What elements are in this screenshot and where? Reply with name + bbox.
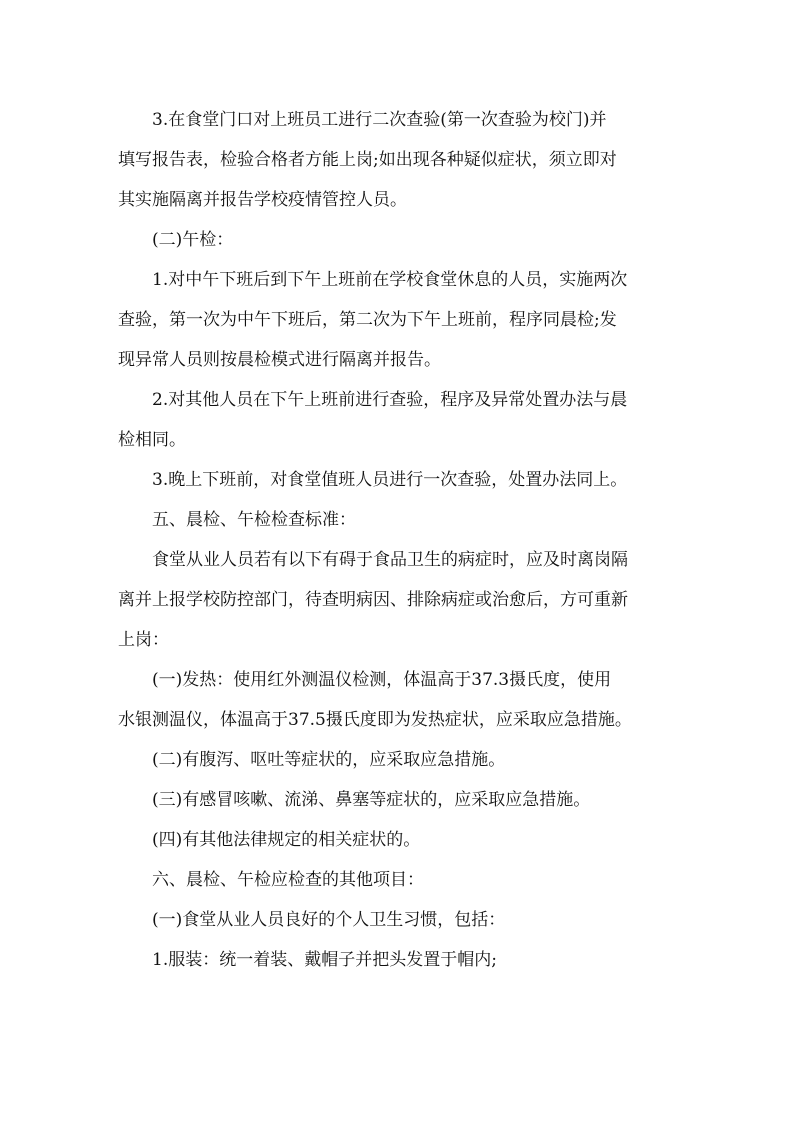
text-line: 现异常人员则按晨检模式进行隔离并报告。 [118, 350, 441, 370]
text-line: 填写报告表，检验合格者方能上岗;如出现各种疑似症状，须立即对 [118, 150, 617, 170]
text-line: 六、晨检、午检应检查的其他项目： [152, 870, 424, 890]
text-line: 3.在食堂门口对上班员工进行二次查验(第一次查验为校门)并 [152, 110, 607, 130]
text-line: 上岗： [118, 630, 169, 650]
text-line: 离并上报学校防控部门，待查明病因、排除病症或治愈后，方可重新 [118, 590, 628, 610]
text-line: (二)有腹泻、呕吐等症状的，应采取应急措施。 [152, 750, 506, 770]
text-line: 3.晚上下班前，对食堂值班人员进行一次查验，处置办法同上。 [152, 470, 628, 490]
text-line: (三)有感冒咳嗽、流涕、鼻塞等症状的，应采取应急措施。 [152, 790, 591, 810]
paragraph-standard-other [118, 820, 684, 860]
paragraph-standard-diarrhea [118, 740, 684, 780]
heading-check-standards [118, 500, 684, 540]
text-line: 检相同。 [118, 430, 186, 450]
text-line: 1.对中午下班后到下午上班前在学校食堂休息的人员，实施两次 [152, 270, 628, 290]
paragraph-clothing [118, 940, 684, 980]
text-line: 1.服装：统一着装、戴帽子并把头发置于帽内; [152, 950, 497, 970]
heading-noon-check [118, 220, 684, 260]
document-body [118, 100, 684, 980]
heading-other-items [118, 860, 684, 900]
paragraph-standard-cold [118, 780, 684, 820]
text-line: (一)食堂从业人员良好的个人卫生习惯，包括： [152, 910, 506, 930]
text-line: 食堂从业人员若有以下有碍于食品卫生的病症时，应及时离岗隔 [152, 550, 628, 570]
text-line: (二)午检： [152, 230, 234, 250]
paragraph-noon-check-item-3 [118, 460, 684, 500]
text-line: 五、晨检、午检检查标准： [152, 510, 356, 530]
text-line: 水银测温仪，体温高于37.5摄氏度即为发热症状，应采取应急措施。 [118, 710, 632, 730]
paragraph-hygiene-habits [118, 900, 684, 940]
paragraph-standards-intro [118, 540, 684, 660]
paragraph-standard-fever [118, 660, 684, 740]
text-line: 2.对其他人员在下午上班前进行查验，程序及异常处置办法与晨 [152, 390, 628, 410]
text-line: 查验，第一次为中午下班后，第二次为下午上班前，程序同晨检;发 [118, 310, 617, 330]
text-line: (四)有其他法律规定的相关症状的。 [152, 830, 421, 850]
text-line: (一)发热：使用红外测温仪检测，体温高于37.3摄氏度，使用 [152, 670, 612, 690]
paragraph-noon-check-item-2 [118, 380, 684, 460]
paragraph-noon-check-item-1 [118, 260, 684, 380]
text-line: 其实施隔离并报告学校疫情管控人员。 [118, 190, 407, 210]
paragraph-morning-check-item-3 [118, 100, 684, 220]
